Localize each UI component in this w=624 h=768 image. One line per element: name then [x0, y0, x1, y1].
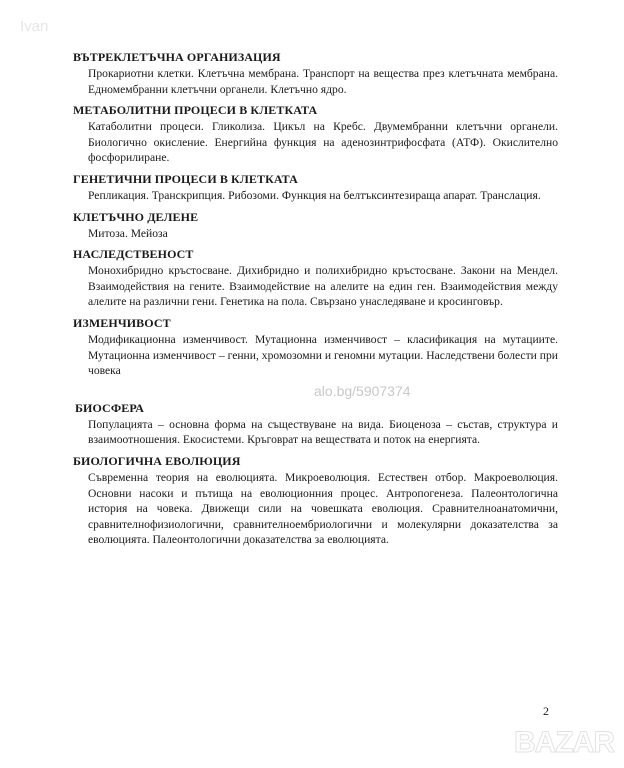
- section-evolution: [73, 454, 558, 548]
- document-body: [73, 50, 558, 554]
- section-heading: ГЕНЕТИЧНИ ПРОЦЕСИ В КЛЕТКАТА: [73, 171, 298, 186]
- section-metabolic: [73, 103, 558, 166]
- section-biosphere: [75, 401, 558, 448]
- section-genetic: [73, 172, 558, 204]
- section-heredity: [73, 247, 558, 310]
- section-body: Модификационна изменчивост. Мутационна изменчивост – класификация на мутациите. Мутационна изменчивост – генни, хромозомни и геномни мутации. Наследствени болести при човека: [88, 332, 558, 378]
- section-heading: БИОЛОГИЧНА ЕВОЛЮЦИЯ: [73, 453, 241, 468]
- watermark: alo.bg/5907374: [314, 382, 411, 399]
- section-body: Популацията – основна форма на съществуване на вида. Биоценоза – състав, структура и взаимоотношения. Екосистеми. Кръговрат на веществата и поток на енергията.: [88, 417, 558, 447]
- section-division: [73, 210, 558, 242]
- section-body: Съвременна теория на еволюцията. Микроеволюция. Естествен отбор. Макроеволюция. Основни насоки и пътища на еволюционния процес. Антропогенеза. Палеонтологична история на човека. Движещи сили на човешката еволюция. Сравнителноанатомични, сравнителнофизиологични, сравнителноембриологични и молекулярни доказателства за еволюцията. Палеонтологични доказателства за еволюцията.: [88, 470, 558, 547]
- section-heading: ИЗМЕНЧИВОСТ: [73, 315, 171, 330]
- section-body: Монохибридно кръстосване. Дихибридно и полихибридно кръстосване. Закони на Мендел. Взаимодействия на гените. Взаимодействие на алелите на един ген. Взаимодействия между алелите на различни гени. Генетика на пола. Свързано унаследяване и кросинговър.: [88, 264, 558, 309]
- section-heading: НАСЛЕДСТВЕНОСТ: [73, 247, 194, 262]
- section-heading: БИОСФЕРА: [75, 400, 144, 415]
- section-heading: МЕТАБОЛИТНИ ПРОЦЕСИ В КЛЕТКАТА: [73, 103, 318, 118]
- section-heading: ВЪТРЕКЛЕТЪЧНА ОРГАНИЗАЦИЯ: [73, 50, 281, 64]
- user-label: Ivan: [20, 18, 49, 35]
- section-body: Митоза. Мейоза: [88, 226, 168, 240]
- section-intracellular: [73, 50, 558, 97]
- section-body: Катаболитни процеси. Гликолиза. Цикъл на Кребс. Двумембранни клетъчни органели. Биологично окисление. Енергийна функция на аденозинтрифосфата (АТФ). Окислително фосфорилиране.: [88, 120, 558, 165]
- page-number: 2: [543, 704, 549, 718]
- section-body: Репликация. Транскрипция. Рибозоми. Функция на белтъксинтезираща апарат. Транслация.: [88, 188, 541, 202]
- section-heading: КЛЕТЪЧНО ДЕЛЕНЕ: [73, 209, 199, 224]
- section-body: Прокариотни клетки. Клетъчна мембрана. Транспорт на вещества през клетъчната мембрана. Едномембранни клетъчни органели. Клетъчно ядро.: [88, 67, 558, 96]
- bazar-logo: BAZAR: [514, 726, 614, 759]
- section-variability: [73, 316, 558, 379]
